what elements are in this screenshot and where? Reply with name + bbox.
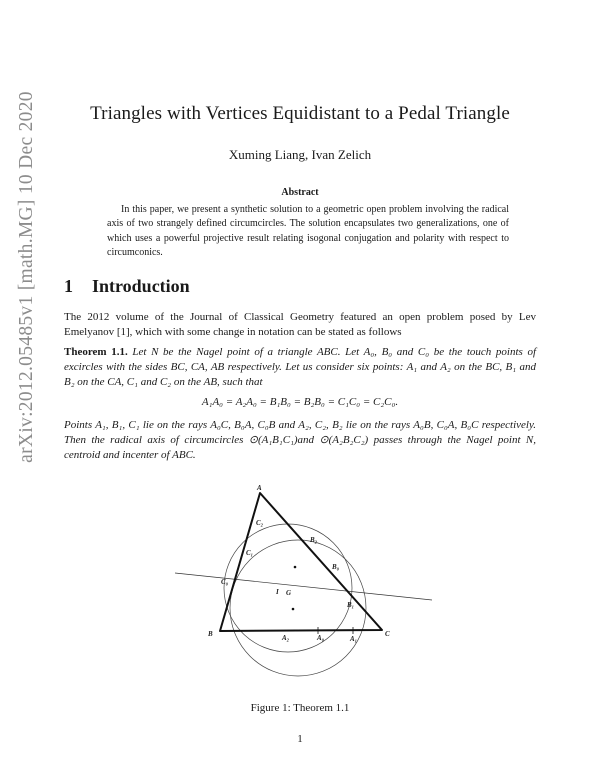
label-a1: A₁	[350, 635, 358, 643]
label-b1: B₁	[347, 601, 355, 609]
theorem-label: Theorem 1.1.	[64, 346, 128, 358]
equation: A₁A₀ = A₂A₀ = B₁B₀ = B₂B₀ = C₁C₀ = C₂C₀.	[201, 396, 399, 408]
page-number: 1	[297, 733, 303, 745]
label-c1: C₁	[246, 549, 254, 557]
triangle-abc	[220, 493, 382, 631]
abstract-body: In this paper, we present a synthetic solution to a geometric open problem involving the radical axis of two strangely defined circumcircles. The solution encapsulates two generalizations, one of which uses a powerful projective result relating isogonal conjugation and polarity with respect to circumconics.	[107, 204, 509, 258]
label-c0: C₀	[221, 578, 229, 586]
label-c2: C₂	[256, 519, 264, 527]
section-title: Introduction	[92, 276, 190, 296]
abstract-heading: Abstract	[281, 187, 319, 198]
section-heading	[64, 276, 190, 297]
section-number: 1	[64, 276, 73, 296]
paper-title: Triangles with Vertices Equidistant to a Pedal Triangle	[90, 103, 510, 124]
label-b2: B₂	[310, 536, 318, 544]
label-b: B	[208, 630, 213, 638]
center-point	[292, 608, 295, 611]
label-c: C	[385, 630, 390, 638]
figure-caption: Figure 1: Theorem 1.1	[250, 702, 350, 714]
label-a: A	[257, 484, 262, 492]
theorem-conclusion: Points A₁, B₁, C₁ lie on the rays A₀C, B₀A, C₀B and A₂, C₂, B₂ lie on the rays A₀B, C₀A, B₀C respectively. Then the radical axis of circumcircles ⊙(A₁B₁C₁)and ⊙(A₂B₂C₂) passes through the Nagel point N, centroid and incenter of ABC.	[64, 419, 536, 461]
figure-diagram	[170, 478, 440, 688]
label-g: G	[286, 589, 292, 597]
label-a0: A₀	[317, 634, 325, 642]
arxiv-identifier: arXiv:2012.05485v1 [math.MG] 10 Dec 2020	[16, 91, 37, 463]
radical-axis-line	[175, 573, 432, 600]
nagel-point	[294, 566, 297, 569]
theorem-text: Let N be the Nagel point of a triangle ABC. Let A₀, B₀ and C₀ be the touch points of excircles with the sides BC, CA, AB respectively. Let us consider six points: A₁ and A₂ on the BC, B₁ and B₂ on the CA, C₁ and C₂ on the AB, such that	[64, 346, 536, 388]
label-a2: A₂	[282, 634, 290, 642]
label-b0: B₀	[332, 563, 340, 571]
authors: Xuming Liang, Ivan Zelich	[228, 147, 372, 162]
theorem-block	[64, 345, 536, 390]
label-i: I	[276, 588, 279, 596]
intro-paragraph: The 2012 volume of the Journal of Classical Geometry featured an open problem posed by Lev Emelyanov [1], which with some change in notation can be stated as follows	[64, 311, 536, 338]
